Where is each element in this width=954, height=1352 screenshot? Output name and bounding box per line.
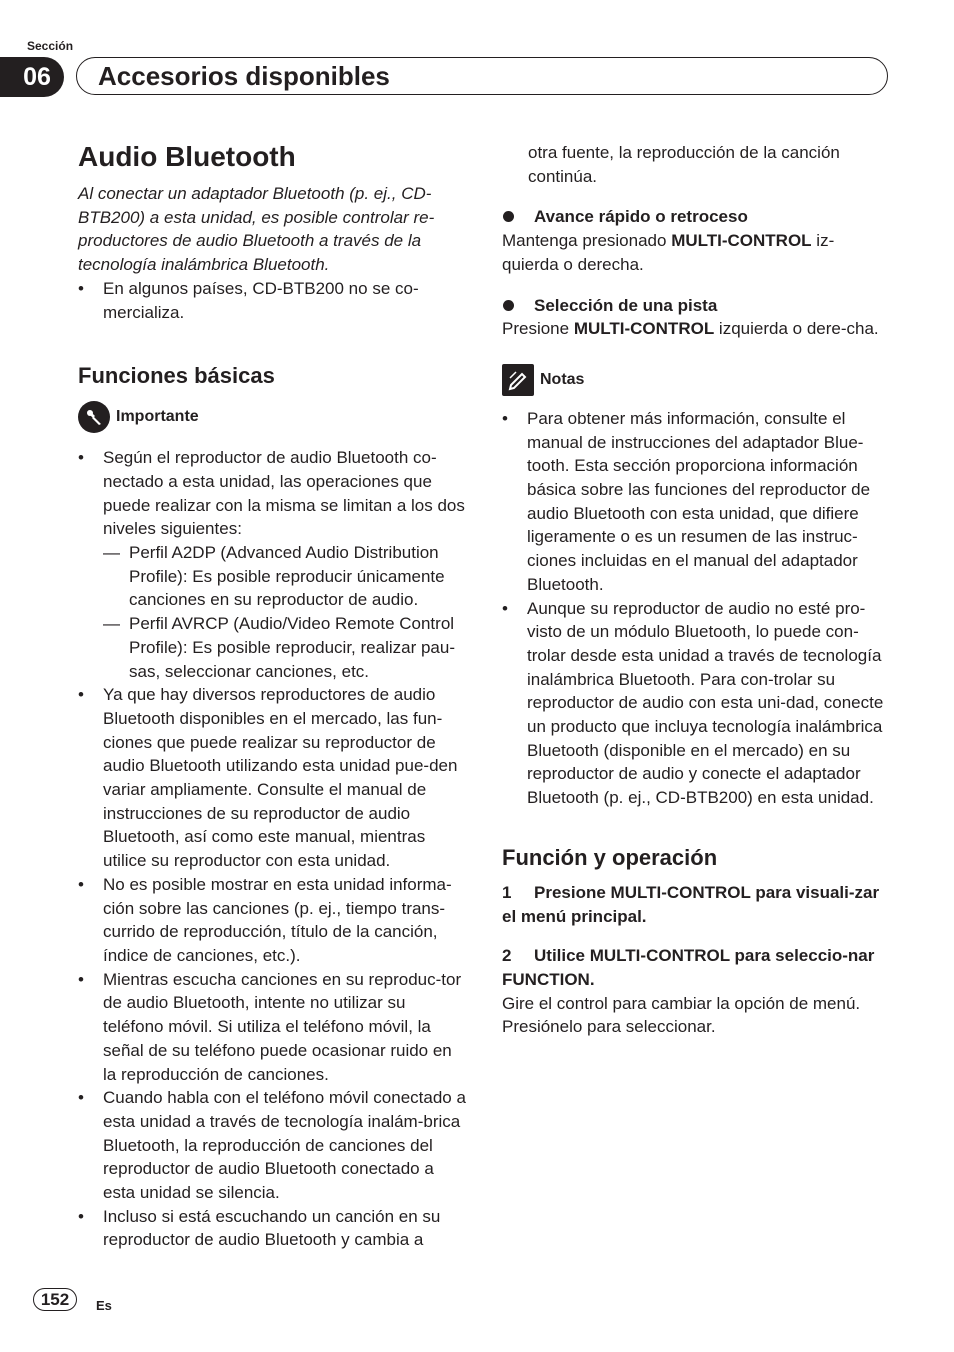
notes-label: Notas	[540, 371, 585, 389]
step-text: Utilice MULTI-CONTROL para seleccio-nar FUNCTION.	[502, 946, 875, 989]
fast-forward-body	[502, 229, 887, 276]
sublist-item: — Perfil A2DP (Advanced Audio Distribution Profile): Es posible reproducir únicamente canciones en su reproductor de audio.	[103, 541, 466, 612]
sublist-item: — Perfil AVRCP (Audio/Video Remote Control Profile): Es posible reproducir, realizar pau-sas, seleccionar canciones, etc.	[103, 612, 466, 683]
list-item: • Incluso si está escuchando un canción en su reproductor de audio Bluetooth y cambia a	[78, 1205, 466, 1252]
track-select-text-end: izquierda o dere-cha.	[714, 319, 879, 339]
multi-control-label: MULTI-CONTROL	[573, 319, 715, 339]
section-title: Accesorios disponibles	[98, 61, 390, 91]
list-item: • Ya que hay diversos reproductores de audio Bluetooth disponibles en el mercado, las fun-ciones que puede realizar su reproductor de audio Bluetooth utilizando esta unidad pue-den variar ampliamente. Consulte el manual de instrucciones de su reproductor de audio Bluetooth, así como este manual, mientras utilice su reproductor con esta unidad.	[78, 683, 466, 873]
continuation-text: otra fuente, la reproducción de la canción continúa.	[528, 143, 840, 186]
sublist	[103, 541, 466, 683]
page-title: Audio Bluetooth	[78, 141, 296, 172]
track-select-text: Presione	[502, 319, 574, 339]
important-label: Importante	[116, 408, 199, 426]
important-heading	[78, 400, 466, 434]
list-item: • En algunos países, CD-BTB200 no se co-mercializa.	[78, 277, 466, 324]
important-icon	[78, 401, 110, 433]
step-2-body: Gire el control para cambiar la opción de menú. Presiónelo para seleccionar.	[502, 993, 861, 1037]
step-number: 1	[502, 882, 512, 902]
important-list	[78, 446, 466, 1252]
pencil-icon	[502, 364, 534, 396]
page-number: 152	[33, 1288, 77, 1311]
list-item	[78, 446, 466, 683]
list-item: • Aunque su reproductor de audio no esté pro-visto de un módulo Bluetooth, lo puede con-trolar desde esta unidad a través de tecnología inalámbrica Bluetooth. Para con-trolar su reproductor de audio con esta uni-dad, conecte un producto que incluya tecnología inalámbrica Bluetooth (disponible en el mercado) en su reproductor de audio y conecte el adaptador Bluetooth (p. ej., CD-BTB200) en esta unidad.	[502, 597, 887, 810]
intro-list	[78, 277, 466, 324]
intro-paragraph: Al conectar un adaptador Bluetooth (p. ej., CD-BTB200) a esta unidad, es posible controlar re-productores de audio Bluetooth a través de la tecnología inalámbrica Bluetooth.	[78, 184, 435, 275]
section-label: Sección	[27, 39, 74, 53]
track-select-heading: Selección de una pista	[502, 294, 887, 318]
list-item: • Mientras escucha canciones en su reproduc-tor de audio Bluetooth, intente no utilizar su teléfono móvil. Si utiliza el teléfono móvil, la señal de su teléfono puede ocasionar ruido en la reproducción de canciones.	[78, 968, 466, 1087]
right-column	[502, 141, 887, 1039]
notes-heading	[502, 363, 887, 397]
list-item: • Cuando habla con el teléfono móvil conectado a esta unidad a través de tecnología inalám-brica Bluetooth, la reproducción de canciones del reproductor de audio Bluetooth conectado a esta unidad se silencia.	[78, 1086, 466, 1205]
language-code: Es	[96, 1298, 112, 1313]
fast-forward-text: Mantenga presionado	[502, 231, 672, 251]
list-item: • No es posible mostrar en esta unidad informa-ción sobre las canciones (p. ej., tiempo trans-currido de reproducción, título de la canción, índice de canciones, etc.).	[78, 873, 466, 968]
track-select-body	[502, 317, 887, 341]
left-column	[78, 140, 466, 1252]
step-number: 2	[502, 946, 512, 966]
multi-control-label: MULTI-CONTROL	[671, 231, 812, 251]
notes-list	[502, 407, 887, 810]
step-2	[502, 944, 887, 991]
list-item: • Para obtener más información, consulte el manual de instrucciones del adaptador Blue-tooth. Esta sección proporciona información básica sobre las funciones del reproductor de audio Bluetooth con esta unidad, que difiere ligeramente o es un resumen de las instruc-ciones incluidas en el manual del adaptador Bluetooth.	[502, 407, 887, 597]
step-text: Presione MULTI-CONTROL para visuali-zar el menú principal.	[502, 882, 880, 926]
step-1	[502, 881, 887, 928]
subsection-title: Función y operación	[502, 844, 718, 870]
list-item-text: Según el reproductor de audio Bluetooth co-nectado a esta unidad, las operaciones que puede realizar con la misma se limitan a los dos niveles siguientes:	[103, 448, 465, 539]
fast-forward-text-end: iz-quierda o derecha.	[502, 231, 835, 274]
section-number-badge: 06	[0, 57, 64, 97]
subsection-title: Funciones básicas	[78, 363, 275, 389]
fast-forward-heading: Avance rápido o retroceso	[502, 205, 887, 229]
